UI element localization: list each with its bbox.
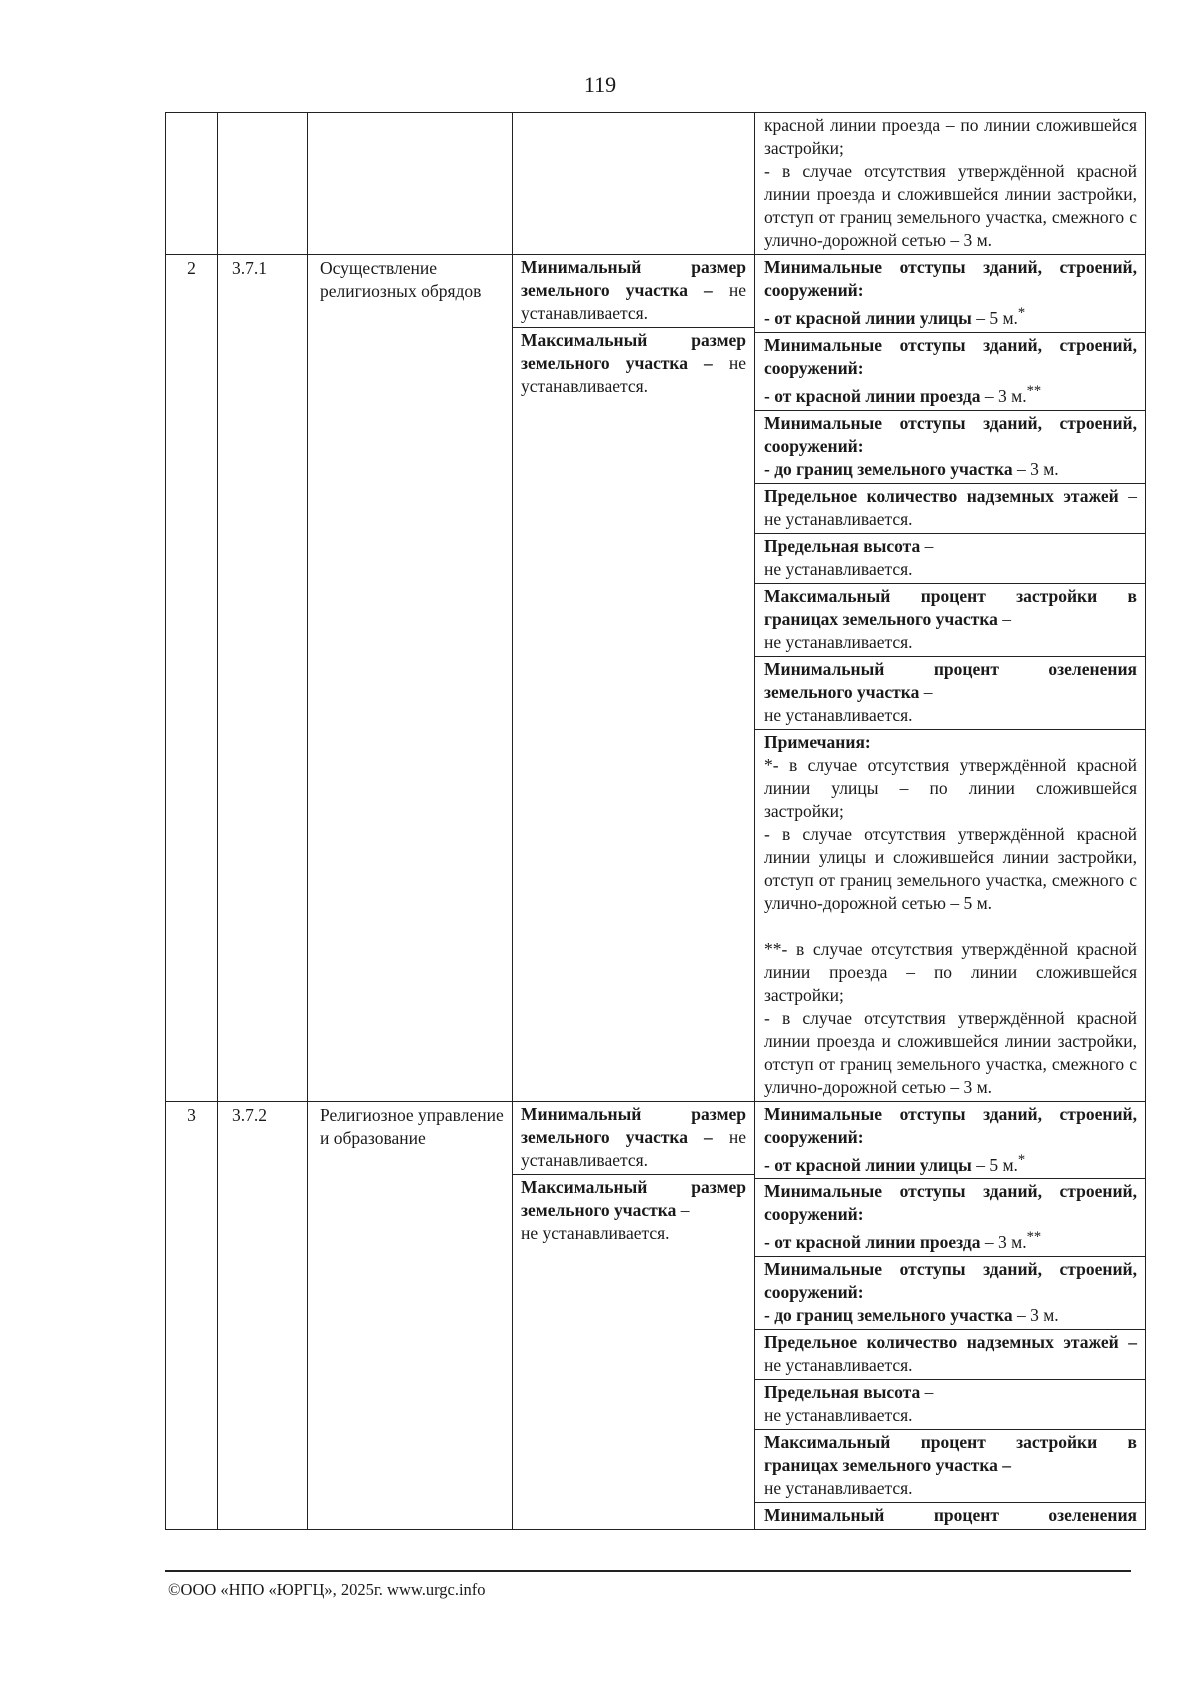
setback-road-title: Минимальные отступы зданий, строений, сооружений: bbox=[764, 334, 1137, 378]
height-label: Предельная высота bbox=[764, 535, 921, 556]
limits-cell bbox=[755, 255, 1146, 1102]
notes-paragraph: - в случае отсутствия утверждённой красной линии проезда и сложившейся линии застройки, отступ от границ земельного участка, смежного с улично-дорожной сетью – 3 м. bbox=[764, 1007, 1137, 1097]
row-name: Осуществление религиозных обрядов bbox=[320, 258, 482, 301]
greening-limit bbox=[755, 656, 1145, 729]
greening-limit bbox=[755, 1502, 1145, 1529]
setback-road-label: - от красной линии проезда bbox=[764, 1232, 981, 1253]
footnote-mark: ** bbox=[1026, 1229, 1042, 1246]
setback-boundary-title: Минимальные отступы зданий, строений, сооружений: bbox=[764, 412, 1137, 456]
regulations-table bbox=[165, 112, 1146, 1530]
coverage-label: Максимальный процент застройки в границах земельного участка bbox=[764, 585, 1137, 629]
min-size-label: Минимальный размер земельного участка – bbox=[521, 257, 746, 300]
notes bbox=[755, 729, 1145, 1101]
footnote-mark: * bbox=[1017, 1151, 1026, 1168]
footer-copyright: ©ООО «НПО «ЮРГЦ», 2025г. www.urgc.info bbox=[168, 1580, 486, 1599]
min-size-value: не устанавливается. bbox=[521, 1126, 746, 1170]
continuation-line-2: - в случае отсутствия утверждённой красной линии проезда и сложившейся линии застройки, отступ от границ земельного участка, смежного с улично-дорожной сетью – 3 м. bbox=[764, 161, 1137, 250]
max-size-label: Максимальный размер земельного участка bbox=[521, 1176, 746, 1220]
floors-label: Предельное количество надземных этажей – bbox=[764, 1332, 1137, 1353]
setback-road bbox=[755, 1178, 1145, 1256]
continuation-note bbox=[755, 113, 1145, 254]
max-size bbox=[513, 327, 754, 400]
min-size bbox=[513, 1102, 754, 1174]
setback-street-value: – 5 м. bbox=[971, 1154, 1018, 1175]
coverage-limit bbox=[755, 583, 1145, 656]
setback-street-title: Минимальные отступы зданий, строений, сооружений: bbox=[764, 1103, 1137, 1147]
height-label: Предельная высота bbox=[764, 1382, 921, 1403]
height-dash: – bbox=[920, 535, 934, 556]
setback-road-value: – 3 м. bbox=[980, 1232, 1027, 1253]
min-size bbox=[513, 255, 754, 327]
size-cell bbox=[513, 255, 755, 1102]
greening-label: Минимальный процент озеленения земельного участка bbox=[764, 658, 1137, 702]
notes-paragraph: **- в случае отсутствия утверждённой красной линии проезда – по линии сложившейся застройки; bbox=[764, 938, 1137, 1005]
footnote-mark: * bbox=[1017, 305, 1026, 321]
table-row-3-7-1 bbox=[166, 255, 1146, 1102]
setback-boundary-value: – 3 м. bbox=[1012, 458, 1059, 479]
floors-value: не устанавливается. bbox=[764, 1355, 913, 1376]
setback-boundary-label: - до границ земельного участка bbox=[764, 458, 1013, 479]
notes-paragraph: *- в случае отсутствия утверждённой красной линии улицы – по линии сложившейся застройки; bbox=[764, 754, 1137, 821]
row-code-cell bbox=[218, 1101, 308, 1530]
row-code-cell bbox=[218, 255, 308, 1102]
cell-name bbox=[308, 113, 513, 255]
setback-street-value: – 5 м. bbox=[971, 307, 1018, 328]
table-row-3-7-2 bbox=[166, 1101, 1146, 1530]
max-size-dash: – bbox=[676, 1199, 690, 1220]
setback-street bbox=[755, 255, 1145, 332]
setback-boundary-title: Минимальные отступы зданий, строений, сооружений: bbox=[764, 1259, 1137, 1303]
height-limit bbox=[755, 533, 1145, 583]
row-name-cell bbox=[308, 1101, 513, 1530]
coverage-value: не устанавливается. bbox=[764, 631, 913, 652]
cell-limits bbox=[755, 113, 1146, 255]
setback-boundary bbox=[755, 410, 1145, 483]
notes-title: Примечания: bbox=[764, 731, 871, 752]
greening-value: не устанавливается. bbox=[764, 704, 913, 725]
cell-size bbox=[513, 113, 755, 255]
continuation-line-1: красной линии проезда – по линии сложившейся застройки; bbox=[764, 115, 1137, 158]
greening-dash: – bbox=[919, 681, 933, 702]
setback-road-title: Минимальные отступы зданий, строений, сооружений: bbox=[764, 1181, 1137, 1225]
coverage-value: не устанавливается. bbox=[764, 1478, 913, 1499]
page-number: 119 bbox=[583, 72, 617, 97]
setback-road bbox=[755, 332, 1145, 410]
setback-boundary-label: - до границ земельного участка bbox=[764, 1305, 1013, 1326]
row-code: 3.7.1 bbox=[232, 258, 267, 278]
row-name-cell bbox=[308, 255, 513, 1102]
setback-road-value: – 3 м. bbox=[980, 385, 1027, 406]
row-name: Религиозное управление и образование bbox=[320, 1104, 504, 1148]
row-number: 2 bbox=[166, 255, 218, 1102]
coverage-dash: – bbox=[997, 608, 1012, 629]
min-size-label: Минимальный размер земельного участка – bbox=[521, 1103, 746, 1147]
min-size-value: не устанавливается. bbox=[521, 280, 746, 323]
footer-divider bbox=[165, 1570, 1131, 1572]
limits-cell bbox=[755, 1101, 1146, 1530]
height-dash: – bbox=[920, 1382, 934, 1403]
notes-paragraph: - в случае отсутствия утверждённой красной линии улицы и сложившейся линии застройки, отступ от границ земельного участка, смежного с улично-дорожной сетью – 5 м. bbox=[764, 823, 1137, 913]
setback-street-label: - от красной линии улицы bbox=[764, 307, 972, 328]
table-row-continuation bbox=[166, 113, 1146, 255]
coverage-label: Максимальный процент застройки в границах земельного участка – bbox=[764, 1432, 1137, 1476]
row-number: 3 bbox=[166, 1101, 218, 1530]
coverage-limit bbox=[755, 1429, 1145, 1502]
row-code: 3.7.2 bbox=[232, 1104, 267, 1125]
height-value: не устанавливается. bbox=[764, 558, 913, 579]
max-size-value: не устанавливается. bbox=[521, 1222, 670, 1243]
size-cell bbox=[513, 1101, 755, 1530]
setback-street bbox=[755, 1102, 1145, 1179]
cell-num bbox=[166, 113, 218, 255]
footnote-mark: ** bbox=[1026, 382, 1042, 399]
setback-road-label: - от красной линии проезда bbox=[764, 385, 981, 406]
setback-boundary bbox=[755, 1256, 1145, 1329]
setback-street-title: Минимальные отступы зданий, строений, сооружений: bbox=[764, 257, 1137, 300]
max-size-value: не устанавливается. bbox=[521, 353, 746, 396]
max-size-label: Максимальный размер земельного участка – bbox=[521, 330, 746, 373]
cell-code bbox=[218, 113, 308, 255]
greening-label: Минимальный процент озеленения bbox=[764, 1505, 1137, 1526]
setback-boundary-value: – 3 м. bbox=[1012, 1305, 1059, 1326]
height-value: не устанавливается. bbox=[764, 1405, 913, 1426]
floors-label: Предельное количество надземных этажей bbox=[764, 485, 1119, 506]
setback-street-label: - от красной линии улицы bbox=[764, 1154, 972, 1175]
floors-value: – не устанавливается. bbox=[764, 485, 1138, 529]
max-size bbox=[513, 1174, 754, 1247]
height-limit bbox=[755, 1379, 1145, 1429]
floors-limit bbox=[755, 483, 1145, 533]
floors-limit bbox=[755, 1329, 1145, 1379]
